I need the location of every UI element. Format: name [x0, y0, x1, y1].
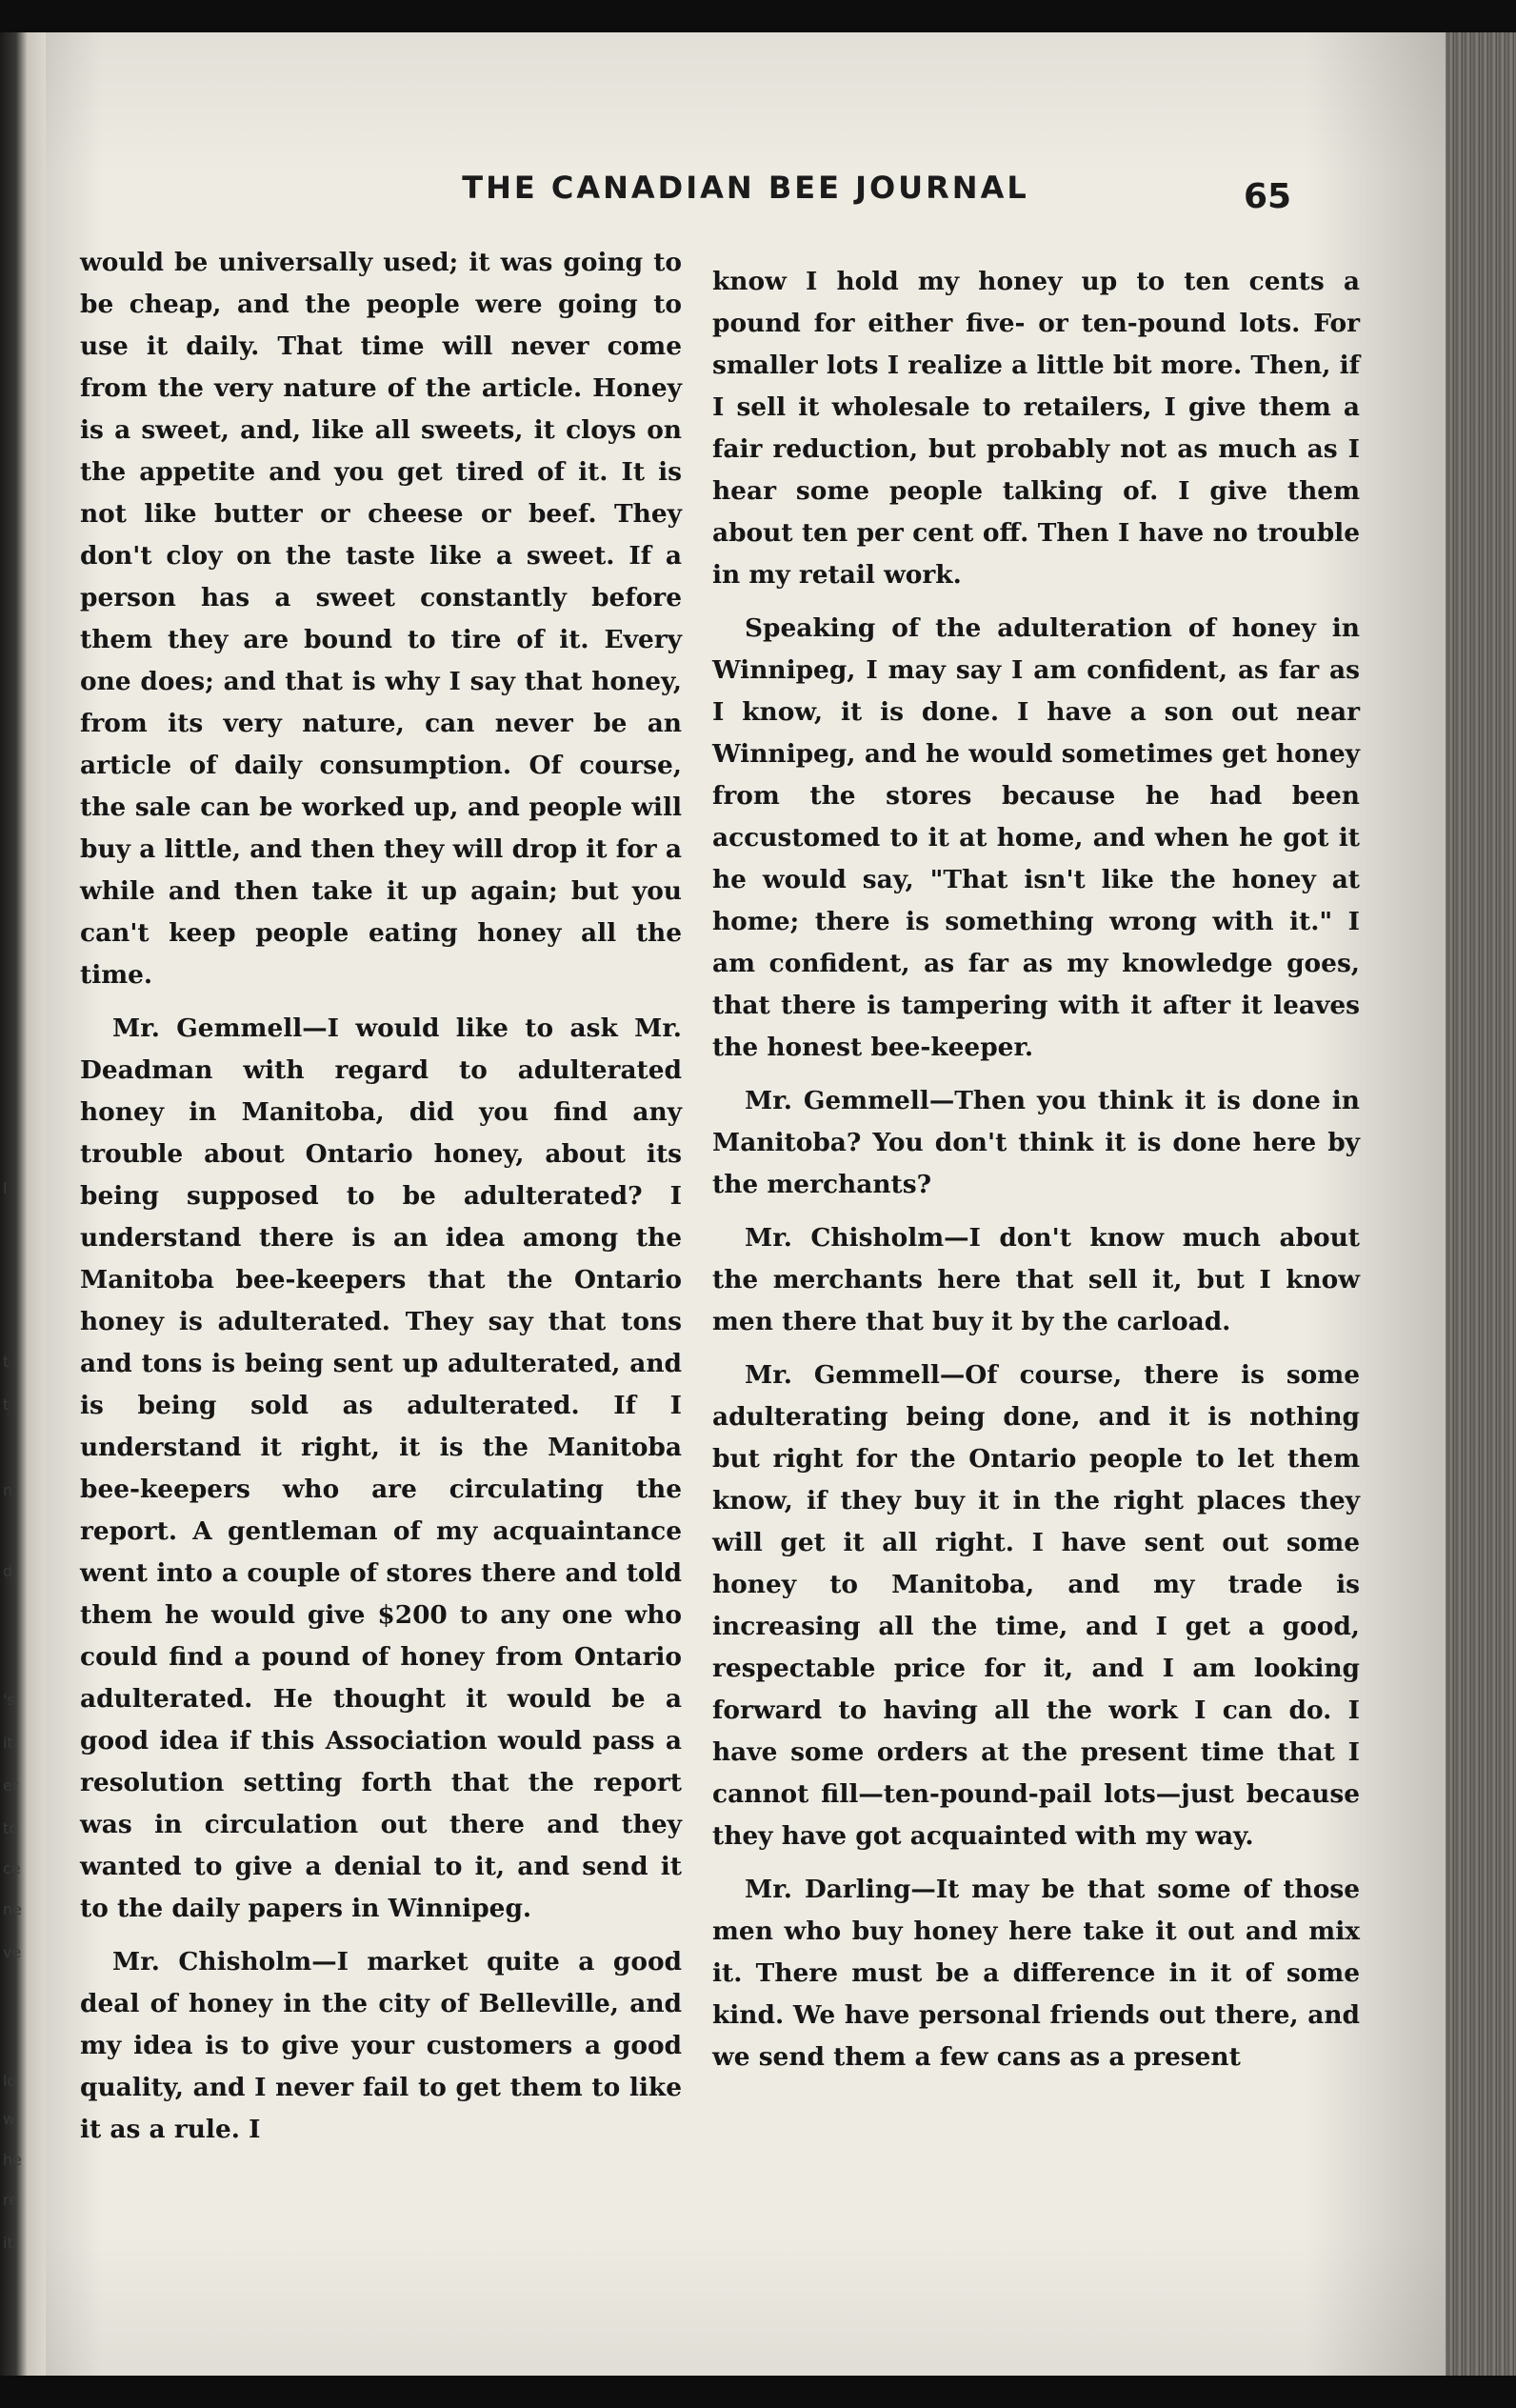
gutter-fragment: n	[3, 1481, 13, 1499]
right-paragraph-5: Mr. Gemmell—Of course, there is some adulterating being done, and it is nothing but right for the Ontario people to let them know, if they buy it in the right places they will get it all right. I have sent out some honey to Manitoba, and my trade is increasing all the time, and I get a good, respectable price for it, and I am looking forward to having all the work I can do. I have some orders at the present time that I cannot fill—ten-pound-pail lots—just because they have got acquainted with my way.	[712, 1360, 1360, 1851]
gutter-fragment: 's	[3, 1691, 15, 1709]
left-page-gutter	[0, 32, 46, 2376]
gutter-fragment: w	[3, 2110, 16, 2128]
right-text-column	[712, 261, 1360, 2078]
right-paragraph-6: Mr. Darling—It may be that some of those men who buy honey here take it out and mix it. There must be a difference in it of some kind. We have personal friends out there, and we send them a few cans as a present	[712, 1875, 1360, 2072]
right-page-edge	[1446, 32, 1516, 2376]
gutter-fragment: er	[3, 1776, 19, 1795]
gutter-fragment: t	[3, 1395, 10, 1414]
running-header: THE CANADIAN BEE JOURNAL	[462, 170, 1029, 206]
gutter-fragment: it	[3, 1734, 13, 1752]
gutter-fragment: t	[3, 1353, 10, 1371]
right-paragraph-2: Speaking of the adulteration of honey in Winnipeg, I may say I am confident, as far as I know, it is done. I have a son out near Winnipeg, and he would sometimes get honey from the stores because he had been accustomed to it at home, and when he got it he would say, "That isn't like the honey at home; there is something wrong with it." I am confident, as far as my knowledge goes, that there is tampering with it after it leaves the honest bee-keeper.	[712, 613, 1360, 1062]
gutter-fragment: ld	[3, 2072, 17, 2090]
gutter-fragment: ne	[3, 1900, 22, 1918]
right-paragraph-1: know I hold my honey up to ten cents a pound for either five- or ten-pound lots. For smaller lots I realize a little bit more. Then, if I sell it wholesale to retailers, I give them a fair reduction, but probably not as much as I hear some people talking of. I give them about ten per cent off. Then I have no trouble in my retail work.	[712, 267, 1360, 590]
right-paragraph-3: Mr. Gemmell—Then you think it is done in Manitoba? You don't think it is done here by the merchants?	[712, 1086, 1360, 1199]
page-number: 65	[1244, 177, 1292, 216]
right-paragraph-4: Mr. Chisholm—I don't know much about the merchants here that sell it, but I know men there that buy it by the carload.	[712, 1223, 1360, 1336]
left-paragraph-1: would be universally used; it was going to be cheap, and the people were going to use it daily. That time will never come from the very nature of the article. Honey is a sweet, and, like all sweets, it cloys on the appetite and you get tired of it. It is not like butter or cheese or beef. They don't cloy on the taste like a sweet. If a person has a sweet constantly before them they are bound to tire of it. Every one does; and that is why I say that honey, from its very nature, can never be an article of daily consumption. Of course, the sale can be worked up, and people will buy a little, and then they will drop it for a while and then take it up again; but you can't keep people eating honey all the time.	[80, 248, 682, 990]
gutter-fragment: ce	[3, 1859, 21, 1877]
journal-page	[46, 32, 1446, 2376]
gutter-fragment: ve	[3, 1943, 22, 1961]
gutter-fragment: he	[3, 2151, 22, 2169]
left-paragraph-2: Mr. Gemmell—I would like to ask Mr. Deadman with regard to adulterated honey in Manitoba, did you find any trouble about Ontario honey, about its being supposed to be adulterated? I understand there is an idea among the Manitoba bee-keepers that the Ontario honey is adulterated. They say that tons and tons is being sent up adulterated, and is being sold as adulterated. If I understand it right, it is the Manitoba bee-keepers who are circulating the report. A gentleman of my acquaintance went into a couple of stores there and told them he would give $200 to any one who could find a pound of honey from Ontario adulterated. He thought it would be a good idea if this Association would pass a resolution setting forth that the report was in circulation out there and they wanted to give a denial to it, and send it to the daily papers in Winnipeg.	[80, 1013, 682, 1923]
gutter-fragment: d	[3, 1562, 13, 1580]
gutter-fragment: it	[3, 2234, 13, 2252]
left-text-column	[80, 242, 682, 2151]
gutter-fragment: re	[3, 2191, 19, 2209]
left-paragraph-3: Mr. Chisholm—I market quite a good deal of honey in the city of Belleville, and my idea is to give your customers a good quality, and I never fail to get them to like it as a rule. I	[80, 1947, 682, 2144]
gutter-fragment: to	[3, 1819, 19, 1837]
gutter-fragment: l	[3, 1179, 8, 1197]
